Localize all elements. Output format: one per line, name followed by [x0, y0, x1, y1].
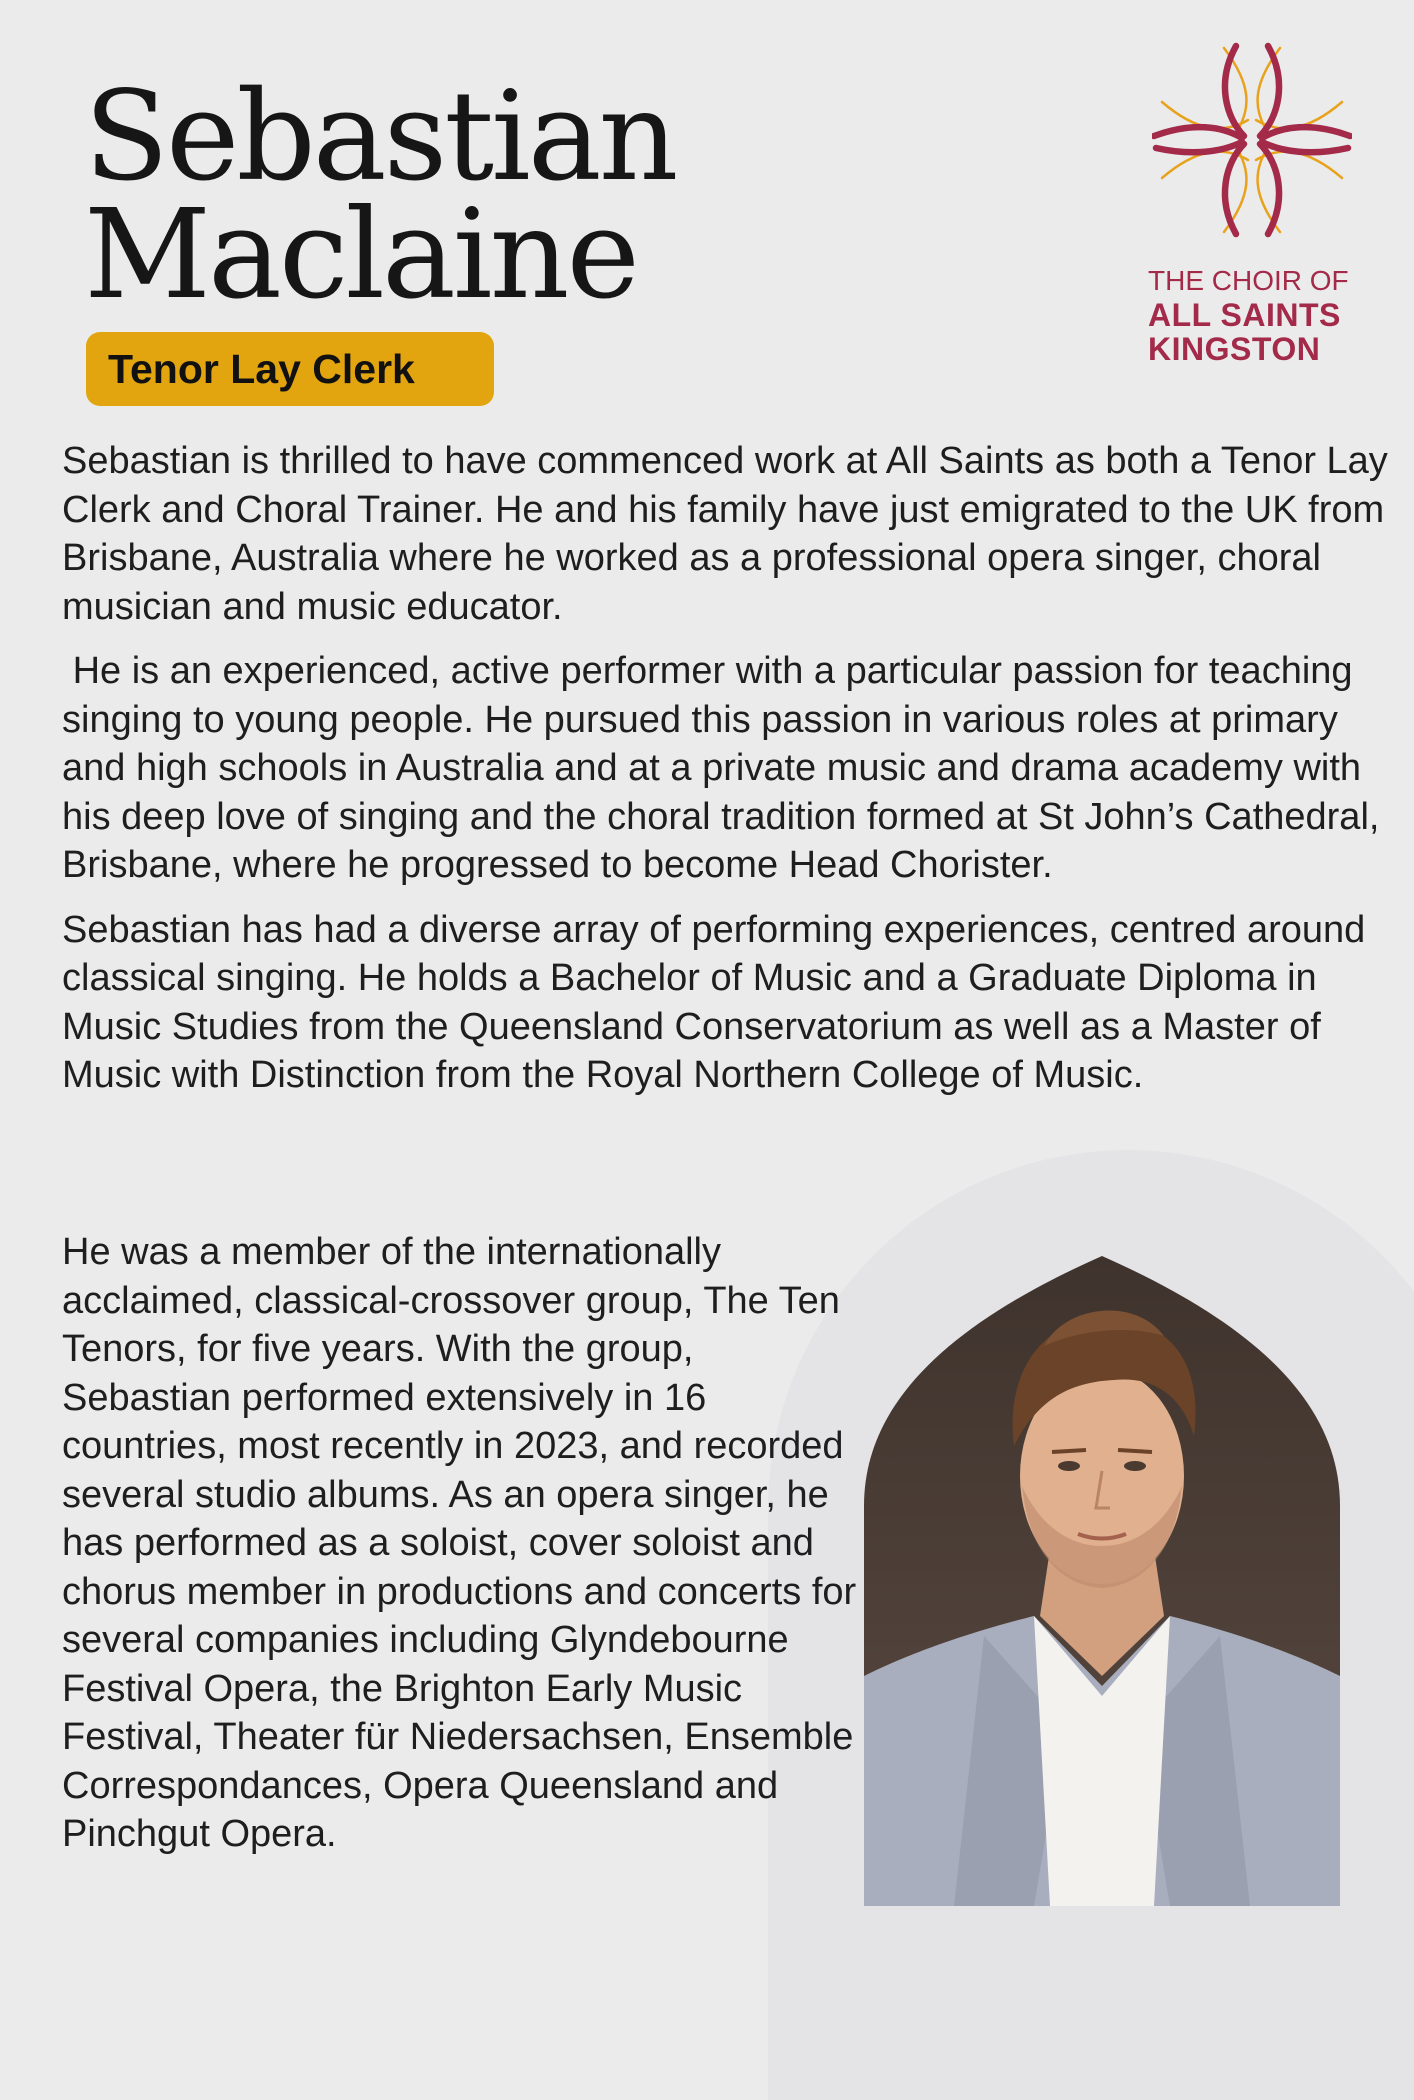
bio-text	[62, 437, 1398, 1116]
bio-paragraph-4: He was a member of the internationally acclaimed, classical-crossover group, The Ten Tenors, for five years. With the group, Sebastian performed extensively in 16 countries, most recently in 2023, and recorded several studio albums. As an opera singer, he has performed as a soloist, cover soloist and chorus member in productions and concerts for several companies including Glyndebourne Festival Opera, the Brighton Early Music Festival, Theater für Niedersachsen, Ensemble Correspondances, Opera Queensland and Pinchgut Opera.	[62, 1231, 857, 1855]
bio-paragraph-2: He is an experienced, active performer with a particular passion for teaching singing to young people. He pursued this passion in various roles at primary and high schools in Australia and at a private music and drama academy with his deep love of singing and the choral tradition formed at St John’s Cathedral, Brisbane, where he progressed to become Head Chorister.	[62, 650, 1391, 886]
bio-paragraph-1: Sebastian is thrilled to have commenced work at All Saints as both a Tenor Lay Clerk and Choral Trainer. He and his family have just emigrated to the UK from Brisbane, Australia where he worked as a professional opera singer, choral musician and music educator.	[62, 440, 1388, 628]
name-last: Maclaine	[84, 183, 637, 327]
logo-line-1: THE CHOIR OF	[1148, 265, 1349, 296]
logo-line-3: KINGSTON	[1148, 331, 1321, 367]
logo-wordmark	[1148, 264, 1362, 366]
portrait-photo	[864, 1256, 1340, 1906]
cross-icon	[1152, 40, 1352, 240]
logo-line-2: ALL SAINTS	[1148, 297, 1341, 333]
name-first: Sebastian	[84, 65, 676, 209]
role-badge: Tenor Lay Clerk	[86, 332, 494, 406]
bio-paragraph-3: Sebastian has had a diverse array of performing experiences, centred around classical singing. He holds a Bachelor of Music and a Graduate Diploma in Music Studies from the Queensland Conservatorium as well as a Master of Music with Distinction from the Royal Northern College of Music.	[62, 908, 1366, 1096]
page-title	[84, 65, 676, 327]
choir-logo	[1140, 40, 1360, 370]
